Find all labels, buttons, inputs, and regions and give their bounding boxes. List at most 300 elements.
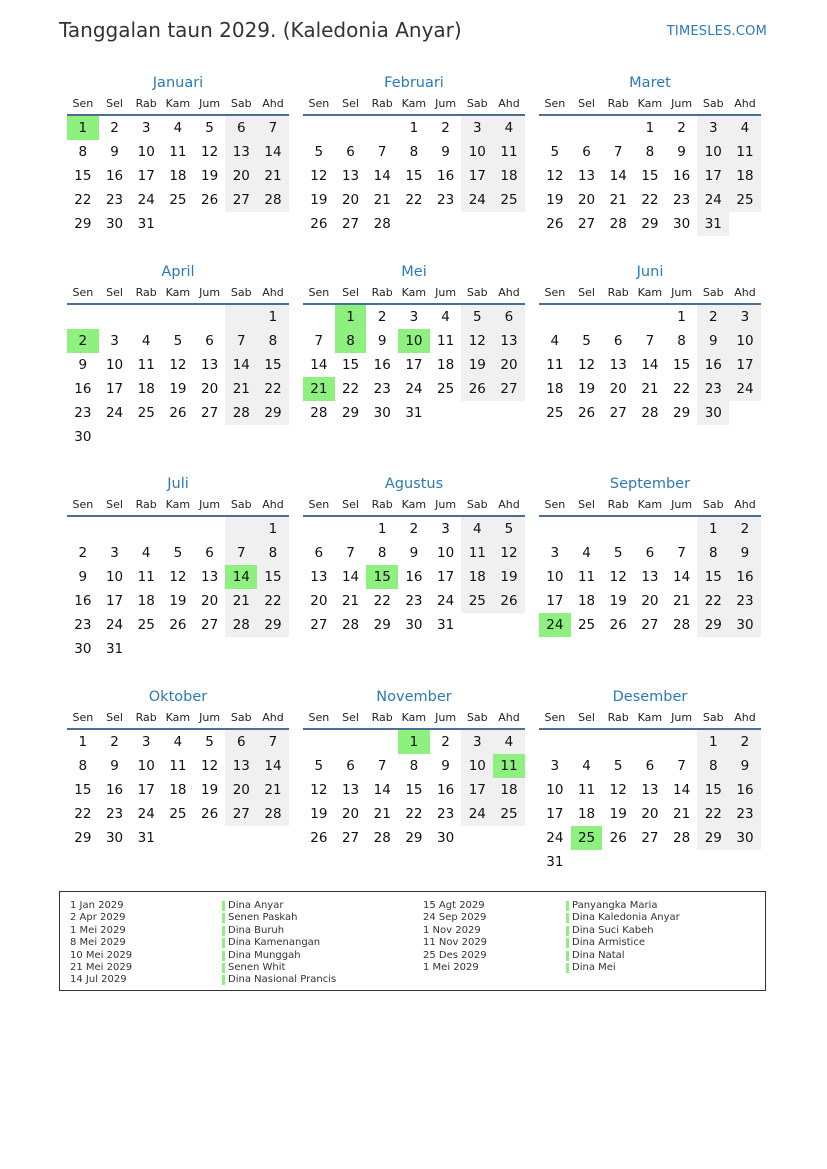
day-cell: 25 — [137, 617, 155, 633]
day-cell: 24 — [105, 617, 124, 633]
weekday-label: Kam — [165, 498, 191, 511]
weekday-label: Ahd — [262, 498, 284, 511]
day-cell: 16 — [673, 168, 691, 184]
day-grid — [303, 116, 525, 236]
day-grid — [303, 305, 525, 425]
day-cell: 10 — [105, 357, 124, 373]
empty-cell — [461, 401, 493, 425]
day-cell: 18 — [577, 593, 596, 609]
empty-cell — [130, 637, 162, 661]
day-cell: 22 — [257, 589, 289, 613]
weekday-header — [67, 283, 289, 305]
day-cell: 20 — [641, 593, 659, 609]
month-title: Januari — [152, 75, 204, 91]
day-cell: 5 — [550, 144, 560, 160]
day-cell: 31 — [437, 617, 455, 633]
legend-right-names — [566, 900, 680, 974]
legend-date: 2 Apr 2029 — [70, 912, 126, 924]
month-title: Agustus — [384, 476, 444, 492]
legend-date: 8 Mei 2029 — [70, 937, 126, 949]
weekday-label: Sel — [578, 498, 595, 511]
month-title: Desember — [612, 689, 688, 705]
day-cell: 22 — [405, 192, 423, 208]
weekday-label: Kam — [401, 498, 427, 511]
day-cell: 4 — [173, 734, 183, 750]
empty-cell — [162, 517, 194, 541]
empty-cell — [398, 212, 430, 236]
day-cell: 16 — [697, 353, 729, 377]
empty-cell — [303, 730, 335, 754]
day-cell: 2 — [729, 730, 761, 754]
day-cell: 28 — [225, 613, 257, 637]
day-cell: 22 — [373, 593, 391, 609]
day-cell: 3 — [141, 120, 151, 136]
day-cell: 31 — [405, 405, 423, 421]
empty-cell — [602, 116, 634, 140]
weekday-label: Rab — [607, 97, 629, 110]
weekday-label: Sab — [466, 97, 488, 110]
day-cell: 7 — [346, 545, 355, 561]
weekday-label: Kam — [401, 286, 427, 299]
legend-date: 1 Jan 2029 — [70, 900, 124, 911]
day-cell: 11 — [729, 140, 761, 164]
empty-cell — [257, 212, 289, 236]
empty-cell — [162, 826, 194, 850]
day-cell: 20 — [341, 192, 360, 208]
weekday-label: Sel — [342, 498, 359, 511]
day-cell: 20 — [609, 381, 627, 397]
day-cell: 26 — [201, 806, 219, 822]
holiday-day: 25 — [571, 826, 603, 850]
day-cell: 26 — [493, 589, 525, 613]
weekday-header — [539, 495, 761, 517]
empty-cell — [335, 730, 367, 754]
day-cell: 25 — [137, 405, 155, 421]
day-cell: 11 — [461, 541, 493, 565]
day-cell: 9 — [409, 545, 419, 561]
weekday-label: Rab — [607, 498, 629, 511]
day-cell: 5 — [493, 517, 525, 541]
empty-cell — [729, 850, 761, 874]
day-cell: 3 — [110, 545, 119, 561]
weekday-header — [303, 283, 525, 305]
day-cell: 17 — [105, 593, 124, 609]
day-cell: 25 — [437, 381, 455, 397]
day-cell: 30 — [105, 830, 124, 846]
day-cell: 30 — [729, 613, 761, 637]
day-cell: 23 — [729, 589, 761, 613]
weekday-label: Jum — [671, 711, 693, 724]
day-cell: 20 — [201, 381, 219, 397]
day-cell: 24 — [137, 806, 155, 822]
weekday-label: Kam — [637, 97, 663, 110]
day-cell: 10 — [137, 758, 155, 774]
day-cell: 11 — [437, 333, 455, 349]
day-cell: 10 — [461, 140, 493, 164]
day-cell: 24 — [697, 188, 729, 212]
day-cell: 22 — [257, 377, 289, 401]
empty-cell — [194, 517, 226, 541]
legend-left-names — [222, 900, 336, 987]
day-cell: 16 — [729, 565, 761, 589]
weekday-label: Sel — [342, 711, 359, 724]
day-cell: 2 — [697, 305, 729, 329]
day-cell: 28 — [673, 830, 691, 846]
weekday-label: Kam — [165, 711, 191, 724]
day-cell: 1 — [257, 305, 289, 329]
day-cell: 6 — [346, 144, 355, 160]
day-cell: 2 — [677, 120, 686, 136]
day-cell: 1 — [645, 120, 655, 136]
day-grid — [67, 305, 289, 449]
day-cell: 5 — [613, 545, 623, 561]
day-cell: 31 — [137, 216, 155, 232]
weekday-label: Sab — [702, 711, 724, 724]
day-cell: 29 — [341, 405, 360, 421]
day-cell: 22 — [341, 381, 360, 397]
day-cell: 21 — [641, 381, 659, 397]
holiday-day: 15 — [366, 565, 398, 589]
day-grid — [539, 730, 761, 874]
weekday-header — [303, 94, 525, 116]
day-cell: 28 — [310, 405, 328, 421]
day-cell: 6 — [613, 333, 623, 349]
day-cell: 21 — [373, 192, 391, 208]
month-title: September — [609, 476, 691, 492]
empty-cell — [666, 850, 698, 874]
day-cell: 31 — [137, 830, 155, 846]
weekday-label: Sen — [308, 711, 330, 724]
day-cell: 7 — [377, 758, 387, 774]
day-cell: 20 — [310, 593, 328, 609]
day-cell: 10 — [437, 545, 455, 561]
day-cell: 11 — [577, 782, 596, 798]
empty-cell — [571, 305, 603, 329]
day-cell: 13 — [577, 168, 596, 184]
day-cell: 16 — [437, 782, 455, 798]
day-cell: 26 — [609, 830, 627, 846]
day-cell: 24 — [461, 802, 493, 826]
day-cell: 27 — [341, 216, 360, 232]
weekday-label: Jum — [199, 97, 221, 110]
day-cell: 12 — [310, 782, 328, 798]
day-cell: 4 — [729, 116, 761, 140]
day-cell: 3 — [441, 521, 450, 537]
day-cell: 26 — [310, 216, 328, 232]
day-cell: 18 — [493, 164, 525, 188]
weekday-label: Ahd — [734, 286, 756, 299]
day-cell: 26 — [169, 405, 187, 421]
weekday-label: Rab — [607, 286, 629, 299]
day-cell: 2 — [441, 120, 450, 136]
empty-cell — [493, 826, 525, 850]
weekday-label: Sel — [578, 711, 595, 724]
day-cell: 22 — [697, 802, 729, 826]
holiday-day: 11 — [493, 754, 525, 778]
weekday-label: Jum — [199, 711, 221, 724]
weekday-label: Kam — [165, 286, 191, 299]
day-cell: 13 — [341, 168, 360, 184]
day-cell: 2 — [78, 545, 88, 561]
empty-cell — [335, 517, 367, 541]
legend-holiday-name: Dina Natal — [566, 950, 680, 962]
day-cell: 13 — [493, 329, 525, 353]
weekday-header — [67, 94, 289, 116]
day-cell: 18 — [493, 778, 525, 802]
day-cell: 27 — [201, 405, 219, 421]
weekday-label: Jum — [435, 286, 457, 299]
day-cell: 4 — [141, 333, 151, 349]
day-cell: 12 — [577, 357, 596, 373]
day-cell: 22 — [673, 381, 691, 397]
legend-holiday-name: Dina Kamenangan — [222, 937, 336, 949]
weekday-label: Sen — [308, 286, 330, 299]
day-cell: 12 — [201, 144, 219, 160]
day-cell: 3 — [729, 305, 761, 329]
weekday-label: Sel — [578, 97, 595, 110]
day-cell: 19 — [609, 593, 627, 609]
weekday-label: Ahd — [262, 286, 284, 299]
empty-cell — [303, 517, 335, 541]
holiday-day: 1 — [67, 116, 99, 140]
day-cell: 6 — [205, 545, 214, 561]
legend-holiday-name: Dina Munggah — [222, 950, 336, 962]
day-cell: 23 — [74, 405, 92, 421]
day-cell: 15 — [673, 357, 691, 373]
weekday-label: Sel — [106, 286, 123, 299]
month-title: April — [161, 264, 195, 280]
day-cell: 26 — [201, 192, 219, 208]
day-cell: 16 — [437, 168, 455, 184]
month-agustus — [303, 473, 525, 637]
weekday-label: Sen — [308, 97, 330, 110]
empty-cell — [194, 305, 226, 329]
day-cell: 5 — [582, 333, 591, 349]
day-cell: 6 — [225, 116, 257, 140]
day-cell: 17 — [461, 164, 493, 188]
day-cell: 17 — [105, 381, 124, 397]
day-cell: 13 — [225, 754, 257, 778]
weekday-header — [303, 495, 525, 517]
day-cell: 27 — [225, 188, 257, 212]
day-cell: 23 — [105, 806, 124, 822]
day-cell: 20 — [341, 806, 360, 822]
day-cell: 14 — [225, 353, 257, 377]
day-cell: 7 — [225, 329, 257, 353]
empty-cell — [194, 425, 226, 449]
day-cell: 22 — [697, 589, 729, 613]
empty-cell — [571, 850, 603, 874]
day-cell: 21 — [257, 778, 289, 802]
day-cell: 26 — [310, 830, 328, 846]
day-grid — [67, 517, 289, 661]
legend-date: 1 Nov 2029 — [423, 924, 481, 936]
legend-holiday-name: Dina Buruh — [222, 925, 336, 937]
day-cell: 19 — [310, 192, 328, 208]
day-cell: 31 — [697, 212, 729, 236]
day-cell: 3 — [461, 116, 493, 140]
month-mei — [303, 261, 525, 425]
day-cell: 5 — [314, 144, 324, 160]
day-cell: 13 — [201, 357, 219, 373]
day-cell: 4 — [582, 758, 591, 774]
day-cell: 20 — [201, 593, 219, 609]
day-cell: 2 — [729, 517, 761, 541]
page-title: Tanggalan taun 2029. (Kaledonia Anyar) — [59, 18, 462, 42]
brand-link[interactable]: TIMESLES.COM — [666, 24, 767, 39]
empty-cell — [225, 305, 257, 329]
weekday-label: Sab — [230, 711, 252, 724]
day-cell: 10 — [697, 140, 729, 164]
legend-holiday-name: Dina Nasional Prancis — [222, 974, 336, 986]
day-cell: 15 — [405, 782, 423, 798]
day-cell: 29 — [641, 216, 659, 232]
day-cell: 18 — [546, 381, 564, 397]
day-cell: 30 — [729, 826, 761, 850]
weekday-label: Rab — [371, 498, 393, 511]
weekday-label: Ahd — [734, 97, 756, 110]
month-november — [303, 686, 525, 850]
weekday-label: Sen — [72, 498, 94, 511]
day-cell: 1 — [409, 120, 419, 136]
day-cell: 26 — [169, 617, 187, 633]
empty-cell — [634, 305, 666, 329]
weekday-label: Jum — [199, 286, 221, 299]
day-cell: 27 — [641, 617, 659, 633]
day-cell: 17 — [461, 778, 493, 802]
day-cell: 28 — [641, 405, 659, 421]
day-cell: 9 — [441, 758, 450, 774]
day-cell: 16 — [105, 782, 124, 798]
weekday-label: Jum — [435, 97, 457, 110]
empty-cell — [257, 826, 289, 850]
day-cell: 20 — [225, 778, 257, 802]
weekday-label: Sel — [342, 286, 359, 299]
day-cell: 8 — [645, 144, 655, 160]
weekday-label: Ahd — [498, 286, 520, 299]
day-cell: 3 — [550, 758, 560, 774]
day-cell: 3 — [697, 116, 729, 140]
day-cell: 28 — [225, 401, 257, 425]
day-cell: 6 — [493, 305, 525, 329]
day-cell: 16 — [373, 357, 391, 373]
day-cell: 28 — [341, 617, 360, 633]
day-cell: 2 — [110, 734, 119, 750]
day-cell: 27 — [609, 405, 627, 421]
day-grid — [539, 305, 761, 425]
holiday-day: 1 — [398, 730, 430, 754]
day-cell: 19 — [546, 192, 564, 208]
weekday-header — [303, 708, 525, 730]
empty-cell — [225, 826, 257, 850]
day-cell: 14 — [609, 168, 627, 184]
empty-cell — [225, 212, 257, 236]
day-cell: 12 — [169, 569, 187, 585]
holiday-day: 10 — [398, 329, 430, 353]
day-cell: 17 — [546, 593, 564, 609]
month-title: November — [376, 689, 452, 705]
month-juni — [539, 261, 761, 425]
day-cell: 7 — [257, 730, 289, 754]
day-cell: 30 — [437, 830, 455, 846]
day-cell: 8 — [78, 758, 88, 774]
day-cell: 18 — [137, 381, 155, 397]
day-cell: 14 — [341, 569, 360, 585]
day-cell: 4 — [141, 545, 151, 561]
day-cell: 14 — [310, 357, 328, 373]
day-cell: 24 — [105, 405, 124, 421]
legend-date: 25 Des 2029 — [423, 949, 487, 961]
day-cell: 12 — [310, 168, 328, 184]
day-cell: 30 — [697, 401, 729, 425]
day-cell: 14 — [373, 168, 391, 184]
day-cell: 20 — [493, 353, 525, 377]
weekday-label: Sel — [106, 97, 123, 110]
empty-cell — [493, 401, 525, 425]
weekday-label: Sel — [106, 498, 123, 511]
weekday-label: Rab — [135, 286, 157, 299]
weekday-label: Ahd — [498, 97, 520, 110]
weekday-label: Ahd — [262, 97, 284, 110]
day-cell: 23 — [729, 802, 761, 826]
weekday-header — [67, 708, 289, 730]
empty-cell — [194, 212, 226, 236]
day-cell: 17 — [729, 353, 761, 377]
day-cell: 12 — [609, 569, 627, 585]
day-cell: 13 — [641, 569, 659, 585]
empty-cell — [99, 305, 131, 329]
empty-cell — [99, 517, 131, 541]
day-cell: 13 — [310, 569, 328, 585]
empty-cell — [194, 826, 226, 850]
holiday-day: 8 — [335, 329, 367, 353]
day-cell: 19 — [609, 806, 627, 822]
day-cell: 24 — [137, 192, 155, 208]
day-cell: 10 — [729, 329, 761, 353]
weekday-label: Kam — [165, 97, 191, 110]
day-cell: 12 — [201, 758, 219, 774]
empty-cell — [430, 212, 462, 236]
day-cell: 15 — [697, 565, 729, 589]
empty-cell — [335, 116, 367, 140]
day-cell: 21 — [225, 589, 257, 613]
weekday-header — [539, 708, 761, 730]
day-cell: 28 — [673, 617, 691, 633]
month-title: Februari — [384, 75, 444, 91]
weekday-label: Sen — [544, 711, 566, 724]
month-januari — [67, 72, 289, 236]
day-cell: 8 — [257, 541, 289, 565]
weekday-label: Ahd — [734, 711, 756, 724]
day-cell: 19 — [169, 593, 187, 609]
day-cell: 8 — [257, 329, 289, 353]
day-cell: 23 — [697, 377, 729, 401]
day-cell: 15 — [405, 168, 423, 184]
day-cell: 19 — [201, 782, 219, 798]
day-cell: 9 — [729, 754, 761, 778]
weekday-label: Sen — [72, 286, 94, 299]
legend-date: 15 Agt 2029 — [423, 900, 485, 911]
day-cell: 5 — [461, 305, 493, 329]
day-cell: 23 — [437, 806, 455, 822]
weekday-label: Rab — [135, 97, 157, 110]
day-cell: 14 — [257, 754, 289, 778]
day-cell: 26 — [609, 617, 627, 633]
weekday-label: Sel — [342, 97, 359, 110]
day-cell: 24 — [546, 830, 564, 846]
month-oktober — [67, 686, 289, 850]
day-cell: 29 — [405, 830, 423, 846]
